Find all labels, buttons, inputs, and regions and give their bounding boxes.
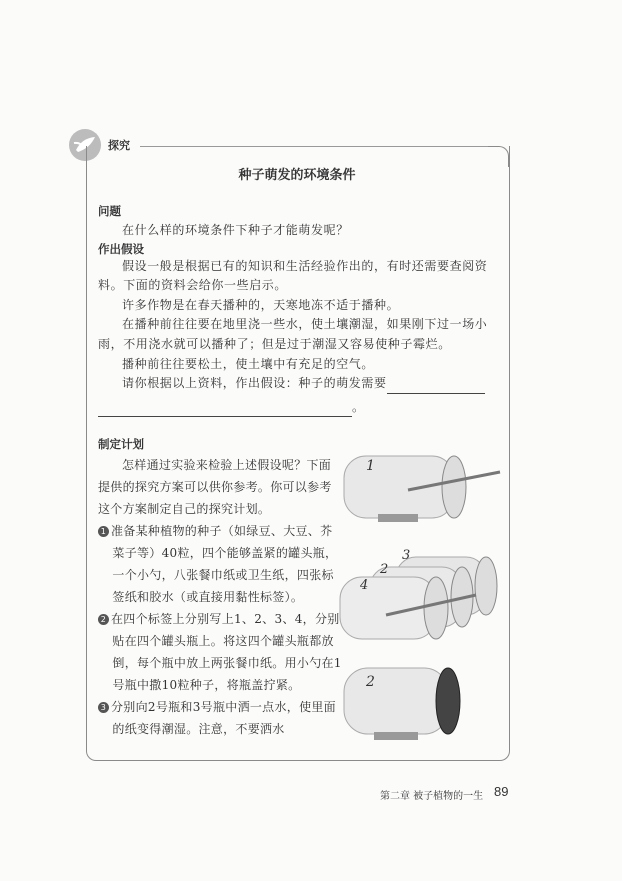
page-number: 89 <box>494 784 509 799</box>
paragraph: 在播种前往往要在地里浇一些水，使土壤潮湿，如果刚下过一场小雨，不用浇水就可以播种了；但是过于潮湿又容易使种子霉烂。 <box>98 317 488 351</box>
three-jars-figure <box>336 545 506 645</box>
jar-label: 4 <box>360 578 369 593</box>
question-hypothesis-section <box>98 203 498 417</box>
paragraph: 许多作物是在春天播种的，天寒地冻不适于播种。 <box>122 297 400 312</box>
hypothesis-heading: 作出假设 <box>98 241 144 256</box>
section-label: 探究 <box>108 139 130 152</box>
plan-section <box>98 436 342 740</box>
step-number: 1 <box>98 526 109 537</box>
paragraph: 播种前往往要松土，使土壤中有充足的空气。 <box>122 356 375 371</box>
page-title: 种子萌发的环境条件 <box>238 168 356 183</box>
question-text: 在什么样的环境条件下种子才能萌发呢？ <box>122 223 349 237</box>
step-text: 在四个标签上分别写上1、2、3、4，分别贴在四个罐头瓶上。将这四个罐头瓶都放倒，每个瓶中放上两张餐巾纸。用小勺在1号瓶中撒10粒种子，将瓶盖拧紧。 <box>111 612 342 692</box>
plan-heading: 制定计划 <box>98 437 144 451</box>
prompt-text: 请你根据以上资料，作出假设：种子的萌发需要 <box>122 376 387 391</box>
jar-with-spoon-figure <box>338 448 508 528</box>
question-heading: 问题 <box>98 204 121 218</box>
plan-intro: 怎样通过实验来检验上述假设呢？下面提供的探究方案可以供你参考。你可以参考这个方案制定自己的探究计划。 <box>98 458 332 516</box>
plan-step <box>98 608 342 696</box>
jar-label: 2 <box>366 674 375 690</box>
paragraph: 假设一般是根据已有的知识和生活经验作出的，有时还需要查阅资料。下面的资料会给你一些启示。 <box>98 258 488 293</box>
answer-blank[interactable] <box>387 381 485 394</box>
jar-label: 2 <box>380 562 389 577</box>
plan-step <box>98 696 342 740</box>
step-text: 准备某种植物的种子（如绿豆、大豆、芥菜子等）40粒，四个能够盖紧的罐头瓶，一个小勺，八张餐巾纸或卫生纸，四张标签纸和胶水（或直接用黏性标签）。 <box>111 524 338 604</box>
chapter-footer: 第二章 被子植物的一生 <box>380 791 484 802</box>
step-text: 分别向2号瓶和3号瓶中洒一点水，使里面的纸变得潮湿。注意，不要洒水 <box>111 700 336 736</box>
jar-label: 3 <box>402 548 411 563</box>
hypothesis-prompt <box>98 374 498 394</box>
step-number: 3 <box>98 702 109 713</box>
step-number: 2 <box>98 614 109 625</box>
answer-blank[interactable] <box>98 404 352 417</box>
plan-step <box>98 520 342 608</box>
hypothesis-continuation <box>98 398 498 418</box>
period: 。 <box>352 399 365 414</box>
jar-label: 1 <box>366 458 375 474</box>
capped-jar-figure <box>338 662 468 752</box>
